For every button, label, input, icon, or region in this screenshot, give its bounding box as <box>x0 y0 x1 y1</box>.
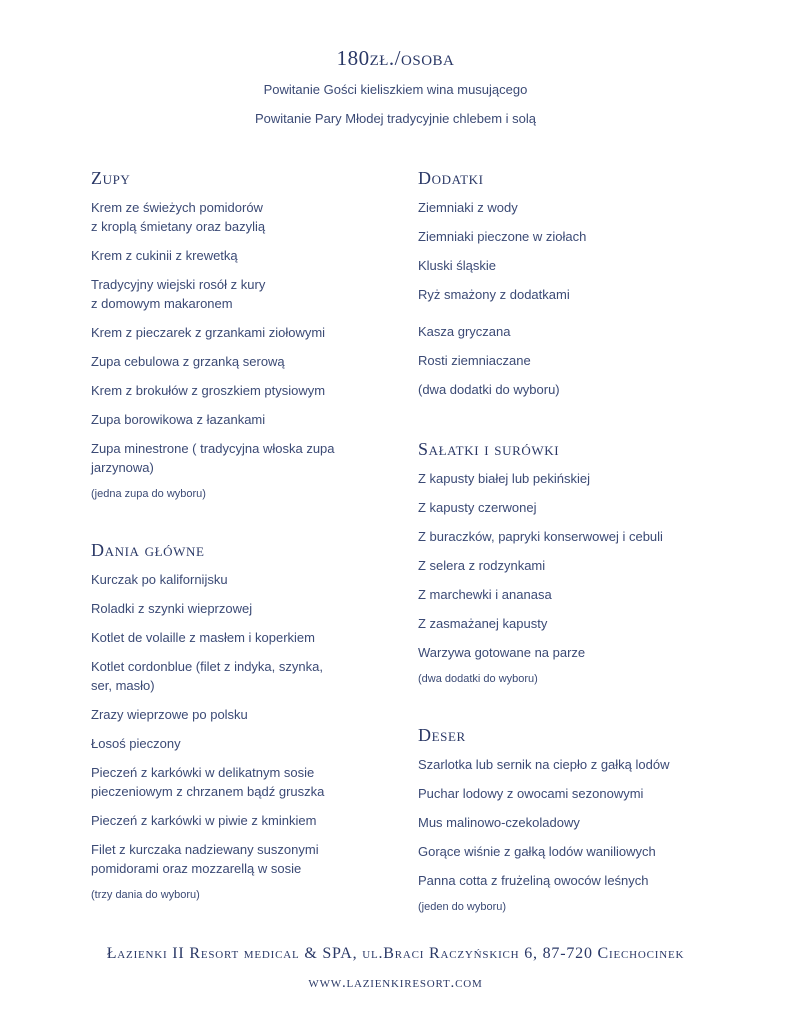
list-item: Roladki z szynki wieprzowej <box>91 601 253 616</box>
list-item: Tradycyjny wiejski rosół z kury z domowym makaronem <box>91 277 266 311</box>
list-item: Z marchewki i ananasa <box>418 587 552 602</box>
list-item: Z selera z rodzynkami <box>418 558 546 573</box>
section-deser <box>418 725 718 915</box>
list-item: Mus malinowo-czekoladowy <box>418 815 580 830</box>
section-note-salatki: (dwa dodatki do wyboru) <box>418 673 538 685</box>
section-title-zupy: Zupy <box>91 168 131 188</box>
footer-website: www.lazienkiresort.com <box>308 975 483 991</box>
list-item: Puchar lodowy z owocami sezonowymi <box>418 786 644 801</box>
list-item: Kasza gryczana <box>418 324 511 339</box>
list-item: Z kapusty czerwonej <box>418 500 537 515</box>
section-dania <box>91 540 381 903</box>
list-item: Kluski śląskie <box>418 258 497 273</box>
list-item: Krem z brokułów z groszkiem ptysiowym <box>91 383 326 398</box>
list-item: Filet z kurczaka nadziewany suszonymi pomidorami oraz mozzarellą w sosie <box>91 842 319 876</box>
list-item: Zupa cebulowa z grzanką serową <box>91 354 285 369</box>
section-note-zupy: (jedna zupa do wyboru) <box>91 488 206 500</box>
menu-right-column <box>418 168 718 915</box>
list-item: Kurczak po kalifornijsku <box>91 572 228 587</box>
menu-price-title: 180zł./osoba <box>336 46 455 70</box>
list-item: Z zasmażanej kapusty <box>418 616 548 631</box>
list-item: Kotlet cordonblue (filet z indyka, szynka, ser, masło) <box>91 659 323 693</box>
list-item: Panna cotta z frużeliną owoców leśnych <box>418 873 649 888</box>
list-item: Łosoś pieczony <box>91 736 181 751</box>
section-note-deser: (jeden do wyboru) <box>418 901 507 913</box>
list-item: Kotlet de volaille z masłem i koperkiem <box>91 630 315 645</box>
menu-left-column <box>91 168 381 903</box>
section-dodatki <box>418 168 718 399</box>
list-item: Ryż smażony z dodatkami <box>418 287 570 302</box>
section-title-dania: Dania główne <box>91 540 205 560</box>
list-item: Krem z pieczarek z grzankami ziołowymi <box>91 325 326 340</box>
welcome-couple-text: Powitanie Pary Młodej tradycyjnie chlebem i solą <box>254 111 537 126</box>
list-item: Z kapusty białej lub pekińskiej <box>418 471 590 486</box>
list-item: Pieczeń z karkówki w delikatnym sosie pieczeniowym z chrzanem bądź gruszka <box>91 765 325 799</box>
list-item: Krem ze świeżych pomidorów z kroplą śmietany oraz bazylią <box>91 200 266 234</box>
list-item: Rosti ziemniaczane <box>418 353 531 368</box>
section-title-dodatki: Dodatki <box>418 168 484 188</box>
list-item: Pieczeń z karkówki w piwie z kminkiem <box>91 813 317 828</box>
section-title-deser: Deser <box>418 725 466 745</box>
list-item: Zupa borowikowa z łazankami <box>91 412 266 427</box>
list-item: Ziemniaki z wody <box>418 200 518 215</box>
list-item: Warzywa gotowane na parze <box>418 645 586 660</box>
list-item: Gorące wiśnie z gałką lodów waniliowych <box>418 844 656 859</box>
welcome-guests-text: Powitanie Gości kieliszkiem wina musującego <box>263 82 528 97</box>
list-item: Szarlotka lub sernik na ciepło z gałką lodów <box>418 757 670 772</box>
list-item: Krem z cukinii z krewetką <box>91 248 238 263</box>
section-title-salatki: Sałatki i surówki <box>418 439 560 459</box>
footer-address: Łazienki II Resort medical & SPA, ul.Braci Raczyńskich 6, 87-720 Ciechocinek <box>106 945 685 962</box>
list-item: Z buraczków, papryki konserwowej i cebuli <box>418 529 663 544</box>
list-item: Ziemniaki pieczone w ziołach <box>418 229 587 244</box>
list-item: Zupa minestrone ( tradycyjna włoska zupa jarzynowa) <box>91 441 335 475</box>
section-salatki <box>418 439 718 687</box>
section-note-dodatki: (dwa dodatki do wyboru) <box>418 382 560 397</box>
section-zupy <box>91 168 381 502</box>
list-item: Zrazy wieprzowe po polsku <box>91 707 248 722</box>
section-note-dania: (trzy dania do wyboru) <box>91 889 200 901</box>
